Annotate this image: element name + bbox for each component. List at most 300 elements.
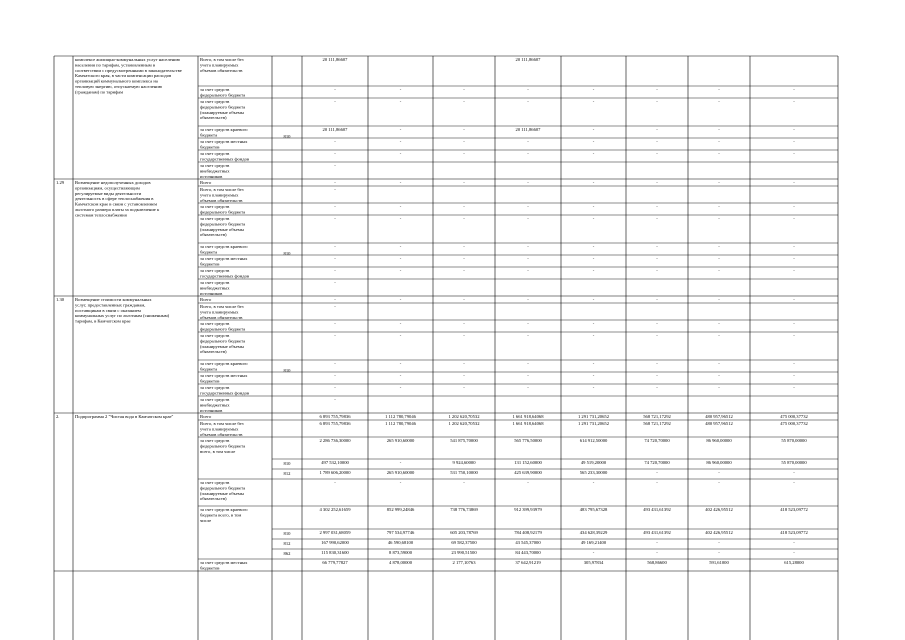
funding-source-label: учета планируемых (200, 62, 239, 68)
value-dash: - (527, 139, 529, 144)
value-dash: - (793, 540, 795, 545)
value-dash: - (527, 373, 529, 378)
row-description: услуг, предоставленных гражданам, (75, 302, 146, 308)
value-dash: - (718, 268, 720, 273)
value-cell: 568 721,17292 (643, 414, 671, 419)
value-dash: - (527, 333, 529, 338)
row-description: поставщикам в связи с оказанием (75, 307, 141, 313)
row-description: соответствии с предусмотренными в законодательстве (75, 67, 182, 73)
value-dash: - (656, 268, 658, 273)
value-dash: - (527, 480, 529, 485)
funding-source-label: федерального бюджета (200, 443, 246, 449)
value-cell: 4 878,00000 (389, 560, 412, 565)
value-dash: - (718, 540, 720, 545)
value-dash: - (656, 321, 658, 326)
funding-source-label: (планируемые объемы (200, 226, 244, 232)
value-cell: 1 789 606,20000 (319, 470, 351, 475)
value-dash: - (793, 297, 795, 302)
value-dash: - (718, 256, 720, 261)
funding-source-label: бюджетов (200, 261, 220, 267)
value-dash: - (399, 216, 402, 221)
value-cell: 55 870,00000 (781, 438, 807, 443)
value-dash: - (656, 540, 658, 545)
value-dash: - (718, 139, 720, 144)
value-cell: 305,97834 (583, 560, 604, 565)
funding-source-label: за счет средств местных (200, 560, 248, 565)
budget-code: 810 (283, 531, 291, 536)
funding-source-label: бюджета (200, 249, 218, 255)
value-dash: - (334, 87, 336, 92)
funding-source-label: за счет средств краевого (200, 361, 248, 366)
value-cell: 541 875,70000 (450, 438, 478, 443)
value-dash: - (656, 87, 658, 92)
value-dash: - (334, 480, 336, 485)
value-dash: - (463, 333, 465, 338)
value-cell: 43 545,37000 (515, 540, 541, 545)
value-dash: - (793, 180, 795, 185)
value-cell: 591,61000 (709, 560, 729, 565)
value-dash: - (793, 480, 795, 485)
funding-source-label: за счет средств краевого (200, 244, 248, 249)
funding-source-label: федерального бюджета (200, 92, 246, 98)
value-dash: - (793, 99, 795, 104)
value-cell: 49 519,20000 (580, 460, 607, 465)
funding-source-label: внебюджетных (200, 285, 230, 291)
funding-source-label: за счет средств (200, 280, 230, 285)
funding-source-label: за счет средств (200, 268, 230, 273)
value-dash: - (718, 87, 720, 92)
value-cell: 614 912,50000 (579, 438, 608, 443)
value-dash: - (527, 151, 529, 156)
row-description: Камчатского края, в части компенсации расходов (75, 73, 172, 79)
value-dash: - (718, 297, 720, 302)
value-dash: - (793, 127, 795, 132)
value-dash: - (399, 385, 402, 390)
value-dash: - (463, 321, 465, 326)
value-dash: - (793, 385, 795, 390)
value-dash: - (793, 244, 795, 249)
value-dash: - (793, 333, 795, 338)
value-dash: - (334, 268, 336, 273)
funding-source-label: Всего, в том числе без (200, 187, 244, 192)
value-cell: 2 177,10763 (452, 560, 476, 565)
funding-source-label: за счет средств (200, 216, 230, 221)
value-dash: - (656, 361, 658, 366)
value-cell: 4 302 252,61659 (319, 507, 351, 512)
value-cell: 1 291 731,20652 (577, 414, 610, 419)
value-cell: 493 431,61392 (643, 507, 671, 512)
budget-code: 810 (283, 133, 291, 139)
value-dash: - (527, 87, 529, 92)
value-cell: 402 426,95512 (705, 507, 733, 512)
funding-source-label: федерального бюджета (200, 104, 246, 110)
value-dash: - (399, 99, 402, 104)
funding-source-label: за счет средств (200, 99, 230, 104)
funding-source-label: бюджета всего, в том (200, 512, 242, 518)
value-dash: - (463, 268, 465, 273)
value-cell: 418 523,09772 (780, 507, 808, 512)
value-dash: - (463, 373, 465, 378)
value-dash: - (718, 321, 720, 326)
value-cell: 1 112 780,79046 (385, 414, 416, 419)
funding-source-label: государственных фондов (200, 156, 250, 162)
value-dash: - (718, 180, 720, 185)
row-description: организациям, осуществляющим (75, 185, 140, 191)
value-dash: - (656, 204, 658, 209)
funding-source-label: за счет средств местных (200, 139, 248, 144)
value-cell: 565 776,50000 (514, 438, 542, 443)
row-description: Камчатском крае в связи с установлением (75, 201, 157, 207)
value-dash: - (527, 385, 529, 390)
funding-source-label: бюджета (200, 366, 218, 372)
value-cell: 49 169,21400 (580, 540, 607, 545)
value-dash: - (463, 151, 465, 156)
funding-source-label: за счет средств (200, 151, 230, 156)
funding-source-label: федерального бюджета (200, 209, 246, 215)
row-description: системам теплоснабжения (75, 212, 127, 218)
value-dash: - (399, 460, 402, 465)
value-cell: 86 960,00000 (706, 460, 732, 465)
value-cell: 2 286 736,30000 (319, 438, 351, 443)
value-dash: - (592, 297, 595, 302)
funding-source-label: за счет средств местных (200, 256, 248, 261)
funding-source-label: бюджетов (200, 378, 220, 384)
funding-source-label: федерального бюджета (200, 485, 246, 491)
value-cell: 2 997 031,68059 (319, 530, 351, 535)
row-description: регулируемые виды деятельности (75, 190, 142, 196)
value-dash: - (656, 297, 658, 302)
value-dash: - (399, 87, 402, 92)
funding-source-label: внебюджетных (200, 402, 230, 408)
value-dash: - (656, 333, 658, 338)
value-dash: - (399, 244, 402, 249)
funding-source-label: за счет средств (200, 397, 230, 402)
value-dash: - (718, 333, 720, 338)
row-description: комплексе жилищно-коммунальных услуг населению (75, 57, 181, 62)
value-dash: - (399, 204, 402, 209)
value-cell: 86 960,00000 (706, 438, 732, 443)
row-number: 1.30 (56, 297, 65, 302)
value-cell: 493 431,61392 (643, 530, 671, 535)
value-dash: - (334, 333, 336, 338)
value-dash: - (718, 550, 720, 555)
value-dash: - (656, 470, 658, 475)
funding-source-label: за счет средств (200, 438, 230, 443)
value-cell: 912 399,93979 (514, 507, 542, 512)
funding-source-label: за счет средств (200, 333, 230, 338)
value-dash: - (463, 216, 465, 221)
value-cell: 20 111,86607 (322, 57, 348, 62)
value-cell: 6 893 755,79836 (319, 421, 351, 426)
funding-source-label: всего, в том числе (200, 448, 236, 454)
value-dash: - (718, 470, 720, 475)
value-dash: - (527, 297, 529, 302)
value-dash: - (718, 151, 720, 156)
value-dash: - (592, 321, 595, 326)
value-dash: - (334, 297, 336, 302)
value-cell: 480 957,96512 (705, 421, 733, 426)
value-dash: - (334, 321, 336, 326)
funding-source-label: источников (200, 173, 223, 179)
value-dash: - (463, 385, 465, 390)
value-dash: - (334, 397, 336, 402)
funding-source-label: федерального бюджета (200, 221, 246, 227)
row-description: тепловую энергию, отпускаемую населению (75, 84, 163, 89)
row-description: Возмещение стоимости коммунальных (75, 297, 152, 302)
value-cell: 84 443,70000 (515, 550, 541, 555)
value-dash: - (399, 139, 402, 144)
value-cell: 565 233,30000 (579, 470, 608, 475)
value-dash: - (718, 480, 720, 485)
value-dash: - (656, 151, 658, 156)
value-dash: - (527, 321, 529, 326)
budget-code: 810 (283, 461, 291, 466)
funding-source-label: учета планируемых (200, 192, 239, 198)
funding-source-label: обязательств) (200, 115, 227, 121)
value-cell: 1 112 780,79046 (385, 421, 416, 426)
funding-source-label: Всего (200, 180, 212, 185)
funding-source-label: за счет средств краевого (200, 127, 248, 132)
value-cell: 531 750,10000 (450, 470, 478, 475)
value-dash: - (592, 361, 595, 366)
value-dash: - (334, 244, 336, 249)
value-dash: - (527, 268, 529, 273)
value-dash: - (399, 361, 402, 366)
value-cell: 738 776,73869 (450, 507, 478, 512)
funding-source-label: бюджетов (200, 144, 220, 150)
value-cell: 1 202 620,70532 (448, 414, 480, 419)
value-dash: - (793, 361, 795, 366)
value-cell: 497 532,10000 (321, 460, 349, 465)
value-cell: 797 534,97746 (386, 530, 415, 535)
value-dash: - (793, 470, 795, 475)
value-cell: 1 661 918,64068 (512, 421, 544, 426)
value-dash: - (656, 256, 658, 261)
value-dash: - (592, 373, 595, 378)
funding-source-label: учета планируемых (200, 309, 239, 315)
value-dash: - (334, 361, 336, 366)
row-description: коммунальных услуг по льготным (сниженным) (75, 313, 170, 319)
value-dash: - (334, 99, 336, 104)
funding-source-label: объемов обязательств (200, 314, 243, 320)
value-cell: 131 152,60000 (514, 460, 542, 465)
funding-source-label: объемов обязательств (200, 67, 243, 73)
value-dash: - (656, 373, 658, 378)
value-dash: - (463, 204, 465, 209)
value-dash: - (334, 139, 336, 144)
value-cell: 1 291 731,20652 (577, 421, 610, 426)
budget-code: 812 (283, 471, 291, 476)
funding-source-label: числе (200, 517, 212, 523)
value-cell: 434 628,39229 (579, 530, 608, 535)
funding-source-label: обязательств) (200, 496, 227, 502)
value-cell: 784 408,92179 (514, 530, 542, 535)
funding-source-label: источников (200, 407, 223, 413)
funding-source-label: за счет средств (200, 204, 230, 209)
funding-source-label: обязательств) (200, 349, 227, 355)
value-cell: 1 661 918,64068 (512, 414, 544, 419)
row-number: 1.29 (56, 180, 65, 185)
funding-source-label: учета планируемых (200, 426, 239, 432)
value-dash: - (793, 204, 795, 209)
row-description: деятельность в сфере теплоснабжения в (75, 196, 154, 202)
value-cell: 8 873,59000 (389, 550, 412, 555)
row-description: (гражданам) по тарифам (75, 89, 124, 95)
value-dash: - (793, 268, 795, 273)
value-dash: - (527, 216, 529, 221)
value-dash: - (399, 180, 402, 185)
funding-source-label: бюджетов (200, 565, 220, 571)
value-dash: - (334, 304, 336, 309)
funding-source-label: (планируемые объемы (200, 109, 244, 115)
value-cell: 46 590,68100 (387, 540, 414, 545)
row-description: населения по тарифам, установленным в (75, 62, 155, 68)
funding-source-label: Всего, в том числе без (200, 304, 244, 309)
row-description: тарифам, в Камчатском крае (75, 318, 131, 324)
value-dash: - (656, 180, 658, 185)
value-dash: - (399, 151, 402, 156)
funding-source-label: за счет средств (200, 480, 230, 485)
value-dash: - (718, 127, 720, 132)
row-description: Возмещение недополученных доходов (75, 180, 151, 185)
value-dash: - (793, 139, 795, 144)
value-dash: - (656, 139, 658, 144)
value-cell: 6 893 755,79836 (319, 414, 351, 419)
value-dash: - (793, 151, 795, 156)
value-dash: - (718, 204, 720, 209)
value-dash: - (399, 268, 402, 273)
value-cell: 852 999,24846 (386, 507, 415, 512)
value-dash: - (463, 180, 465, 185)
funding-source-label: за счет средств местных (200, 373, 248, 378)
value-cell: 425 639,90000 (514, 470, 542, 475)
row-description: Подпрограмма 2 "Чистая вода в Камчатском крае" (75, 414, 174, 419)
value-dash: - (334, 256, 336, 261)
value-dash: - (592, 204, 595, 209)
value-dash: - (793, 216, 795, 221)
value-dash: - (334, 385, 336, 390)
funding-source-label: объемов обязательств (200, 431, 243, 437)
value-dash: - (463, 139, 465, 144)
value-cell: 20 111,86607 (515, 57, 541, 62)
value-dash: - (399, 373, 402, 378)
budget-code: 812 (283, 541, 291, 546)
value-dash: - (592, 127, 595, 132)
value-dash: - (592, 99, 595, 104)
value-cell: 20 111,86607 (322, 127, 348, 132)
value-dash: - (527, 361, 529, 366)
value-dash: - (592, 151, 595, 156)
value-dash: - (656, 480, 658, 485)
value-cell: 265 910,60000 (386, 470, 415, 475)
value-dash: - (592, 480, 595, 485)
value-dash: - (334, 187, 336, 192)
value-dash: - (718, 373, 720, 378)
funding-source-label: за счет средств (200, 87, 230, 92)
value-dash: - (463, 480, 465, 485)
value-dash: - (656, 244, 658, 249)
funding-source-label: государственных фондов (200, 390, 250, 396)
funding-source-label: (планируемые объемы (200, 343, 244, 349)
funding-source-label: объемов обязательств (200, 197, 243, 203)
value-dash: - (463, 87, 465, 92)
value-dash: - (334, 373, 336, 378)
value-cell: 74 720,70000 (644, 460, 670, 465)
value-dash: - (793, 87, 795, 92)
value-dash: - (527, 204, 529, 209)
budget-code: 862 (283, 551, 291, 556)
value-dash: - (656, 385, 658, 390)
funding-source-label: за счет средств (200, 385, 230, 390)
value-dash: - (718, 244, 720, 249)
value-cell: 23 990,51500 (451, 550, 477, 555)
value-cell: 20 111,86607 (515, 127, 541, 132)
row-description: организаций коммунального комплекса на (75, 78, 158, 84)
value-dash: - (592, 333, 595, 338)
value-dash: - (793, 550, 795, 555)
funding-source-label: Всего (200, 297, 212, 302)
value-cell: 265 910,60000 (386, 438, 415, 443)
value-cell: 1 202 620,70532 (448, 421, 480, 426)
funding-source-label: Всего (200, 414, 212, 419)
value-cell: 74 720,70000 (644, 438, 670, 443)
funding-source-label: источников (200, 290, 223, 296)
value-cell: 55 870,00000 (781, 460, 807, 465)
value-dash: - (399, 297, 402, 302)
value-cell: 167 990,62000 (321, 540, 349, 545)
funding-source-label: Всего, в том числе без (200, 57, 244, 62)
value-dash: - (334, 216, 336, 221)
value-dash: - (399, 333, 402, 338)
value-dash: - (463, 361, 465, 366)
value-dash: - (718, 216, 720, 221)
value-dash: - (527, 99, 529, 104)
value-dash: - (592, 216, 595, 221)
value-cell: 475 000,37732 (780, 414, 808, 419)
value-dash: - (527, 256, 529, 261)
funding-source-label: обязательств) (200, 232, 227, 238)
value-dash: - (592, 268, 595, 273)
value-dash: - (334, 280, 336, 285)
value-cell: 66 779,77827 (322, 560, 348, 565)
value-cell: 605 203,78769 (450, 530, 478, 535)
value-cell: 115 830,31600 (321, 550, 349, 555)
value-dash: - (656, 99, 658, 104)
value-dash: - (592, 550, 595, 555)
value-dash: - (793, 321, 795, 326)
value-dash: - (592, 180, 595, 185)
budget-code: 810 (283, 250, 291, 256)
value-dash: - (399, 480, 402, 485)
value-dash: - (399, 127, 402, 132)
value-dash: - (793, 256, 795, 261)
value-dash: - (592, 256, 595, 261)
funding-source-label: федерального бюджета (200, 338, 246, 344)
value-dash: - (592, 244, 595, 249)
value-dash: - (656, 550, 658, 555)
value-dash: - (334, 163, 336, 168)
value-dash: - (718, 99, 720, 104)
value-cell: 480 957,96512 (705, 414, 733, 419)
funding-source-label: государственных фондов (200, 273, 250, 279)
budget-code: 810 (283, 367, 291, 373)
value-cell: 9 924,60000 (452, 460, 476, 465)
value-dash: - (793, 373, 795, 378)
row-description: льготного размера платы за подключение к (75, 207, 160, 212)
value-cell: 483 795,67328 (579, 507, 608, 512)
value-cell: 37 642,91219 (515, 560, 541, 565)
value-dash: - (656, 127, 658, 132)
